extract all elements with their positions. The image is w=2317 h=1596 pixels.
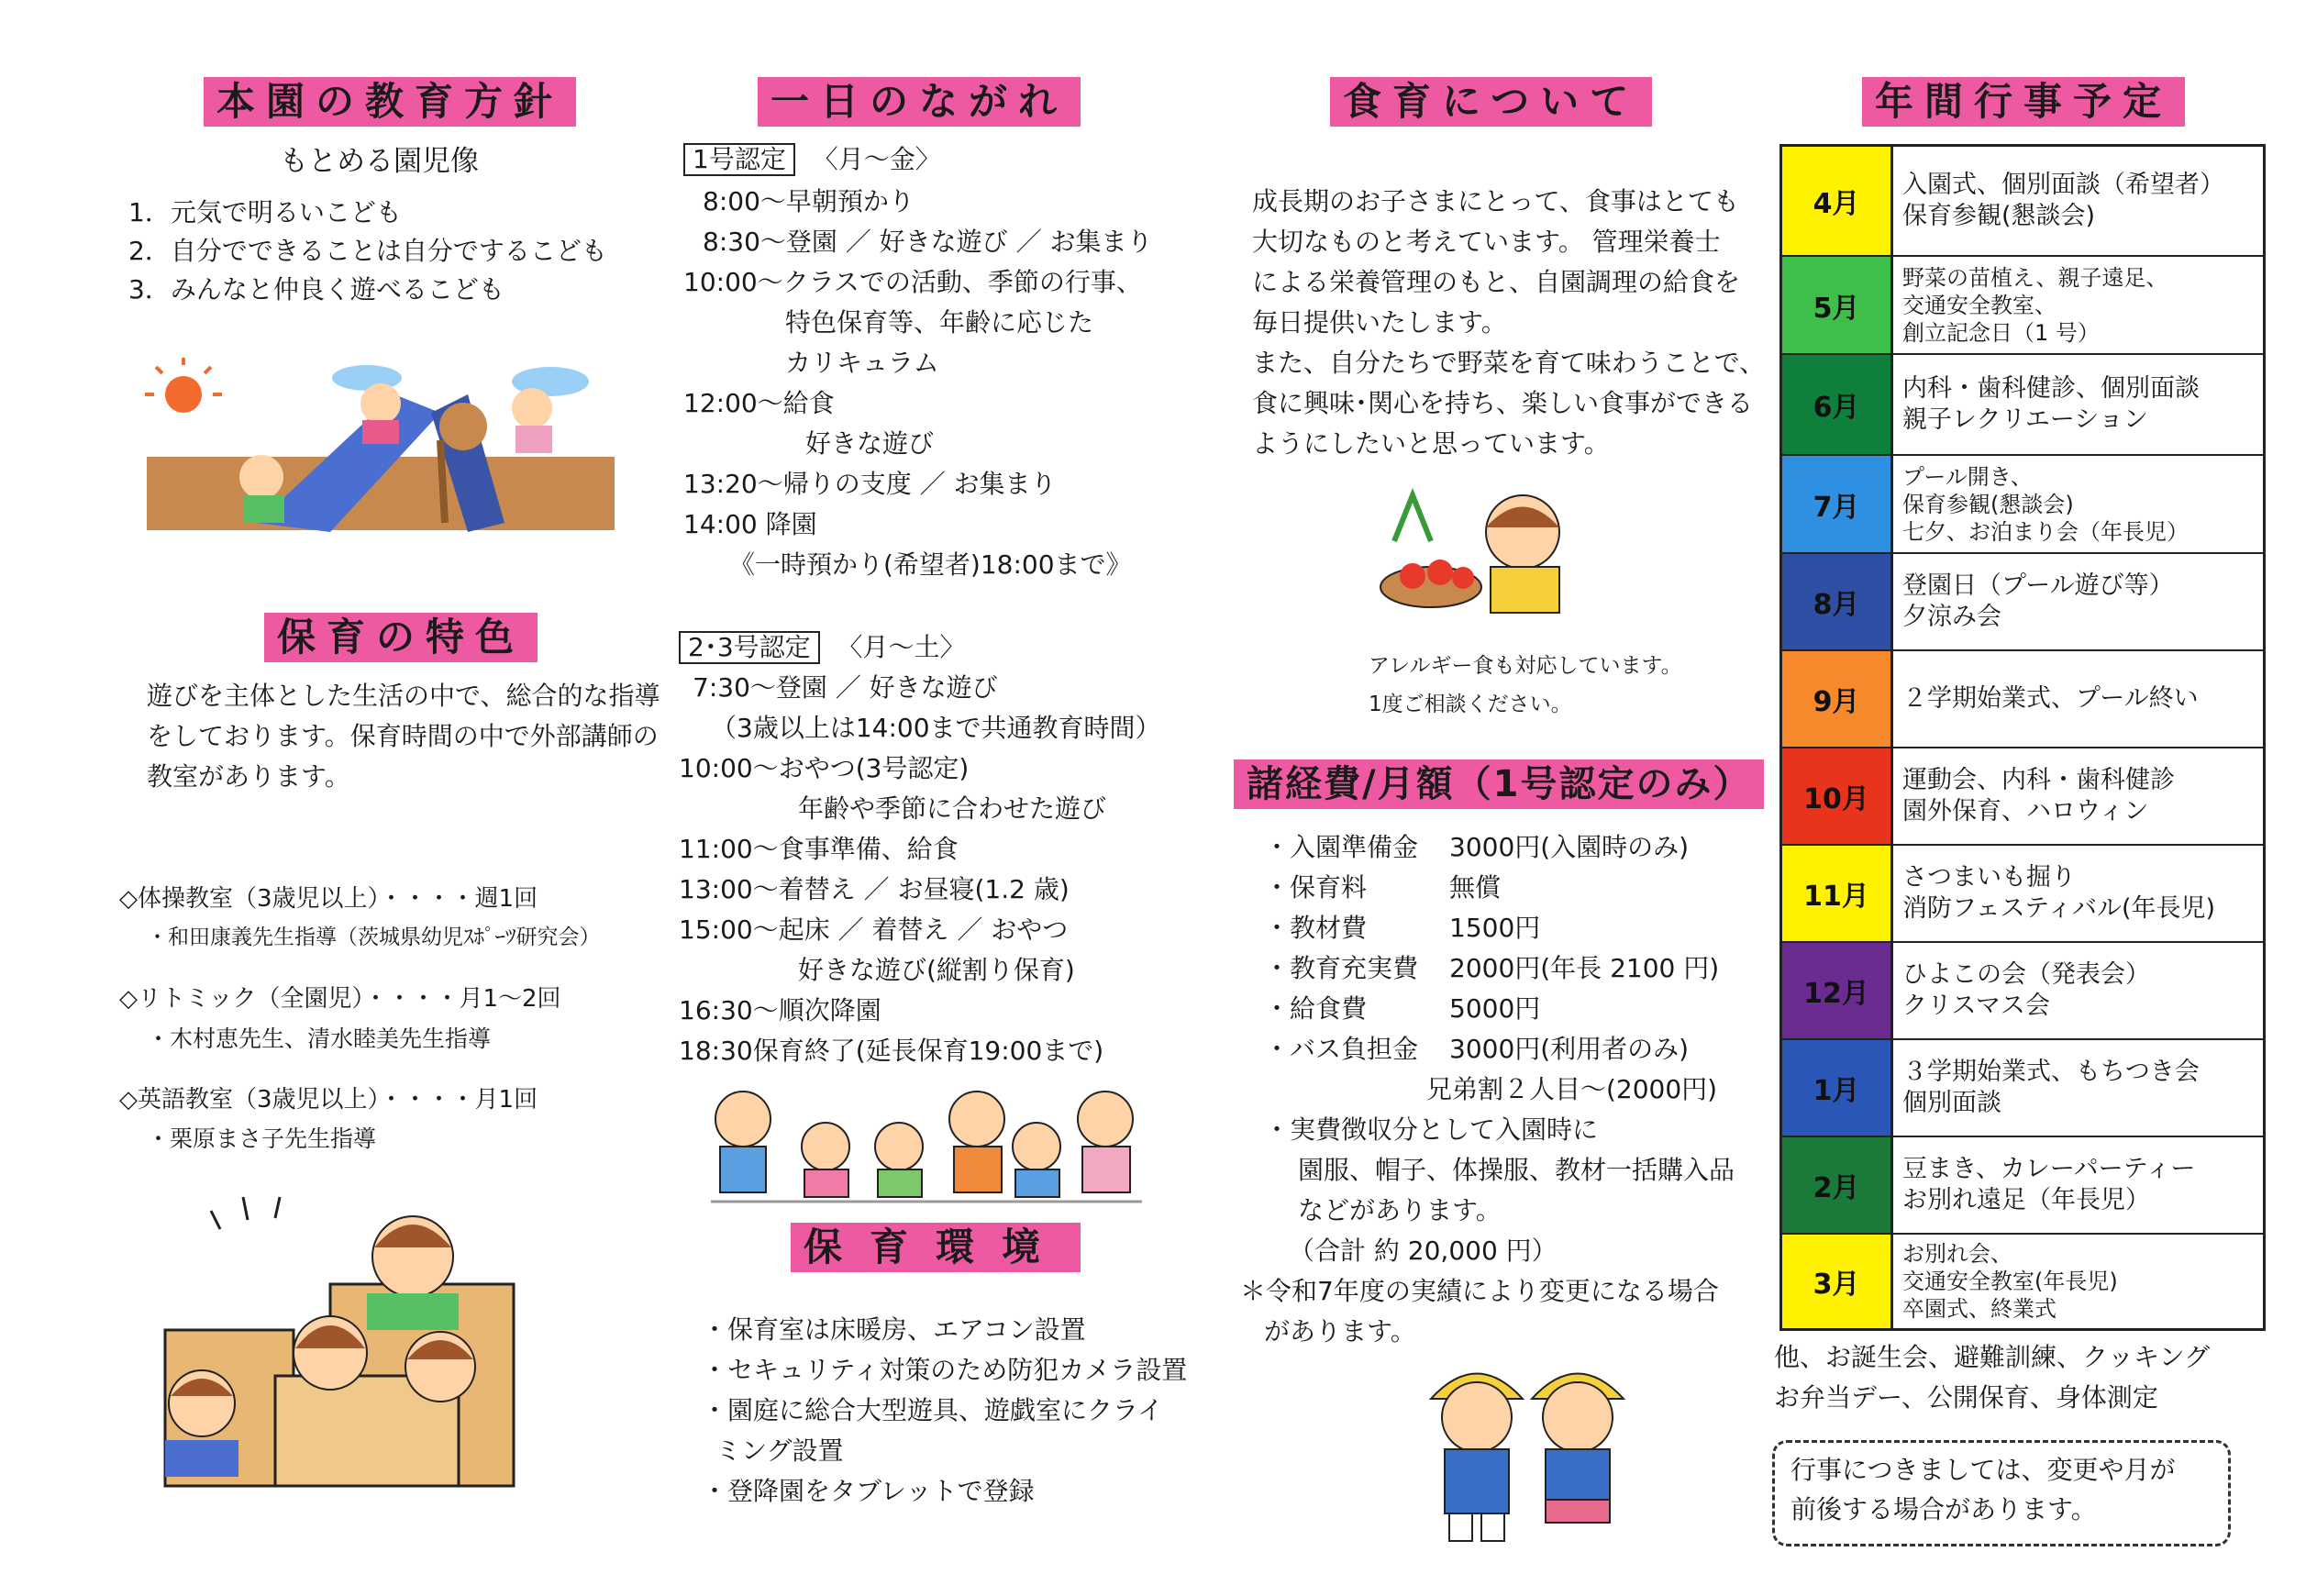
events-cell [1893,1235,2263,1328]
schedule-row [1782,651,2263,748]
event-line: クリスマス会 [1902,992,2050,1020]
food-heading: 食育について [1330,77,1652,127]
fees-heading: 諸経費/月額（1号認定のみ） [1234,759,1764,809]
month-cell: 7月 [1782,456,1893,552]
event-line: 消防フェスティバル(年長児) [1902,894,2216,923]
events-cell [1893,1137,2263,1233]
schedule-row [1782,1137,2263,1235]
features-intro-line: をしております。保育時間の中で外部講師の [147,721,659,751]
schedule-line: 10:00～クラスでの活動、季節の行事、 [683,267,1142,297]
policy-item: 1．元気で明るいこども [128,197,402,227]
events-cell [1893,748,2263,844]
event-line: さつまいも掘り [1902,863,2076,892]
allergy-note: アレルギー食も対応しています。 [1369,654,1682,678]
month-cell: 2月 [1782,1137,1893,1233]
schedule-line: 13:00～着替え ／ お昼寝(1.2 歳) [679,874,1070,904]
environment-heading: 保育環境 [791,1223,1081,1272]
event-line: お別れ会、 [1902,1241,2012,1267]
group1-header [683,143,941,176]
schedule-line: 12:00～給食 [683,388,835,418]
schedule-row [1782,1040,2263,1137]
events-cell [1893,257,2263,353]
event-line: 運動会、内科・歯科健診 [1902,766,2175,794]
schedule-line: 15:00～起床 ／ 着替え ／ おやつ [679,914,1069,945]
allergy-note: 1度ご相談ください。 [1369,693,1572,716]
fee-label: ・保育料 [1264,872,1368,903]
month-cell: 8月 [1782,554,1893,649]
schedule-line: 8:00～早朝預かり [703,186,915,216]
daily-heading: 一日のながれ [758,77,1081,127]
schedule-line: 8:30～登園 ／ 好きな遊び ／ お集まり [703,227,1153,257]
schedule-line: カリキュラム [785,348,939,378]
event-line: プール開き、 [1902,463,2033,490]
two-kids-illustration [1422,1344,1633,1550]
events-cell [1893,147,2263,255]
schedule-line: 16:30～順次降園 [679,995,881,1025]
class-title: ◇英語教室（3歳児以上）・・・・月1回 [119,1086,538,1114]
schedule-row [1782,456,2263,554]
class-detail: ・栗原まさ子先生指導 [147,1125,377,1152]
event-line: 入園式、個別面談（希望者） [1902,171,2224,199]
features-heading: 保育の特色 [264,613,538,662]
schedule-notice: 行事につきましては、変更や月が [1790,1455,2176,1485]
food-line: 大切なものと考えています。 管理栄養士 [1252,227,1721,257]
schedule-notice: 前後する場合があります。 [1790,1494,2097,1524]
events-cell [1893,846,2263,941]
schedule-row [1782,943,2263,1040]
fee-label: ・バス負担金 [1264,1034,1419,1064]
class-title: ◇体操教室（3歳児以上）・・・・週1回 [119,885,538,913]
schedule-row [1782,257,2263,355]
food-line: ようにしたいと思っています。 [1252,428,1610,459]
month-cell: 3月 [1782,1235,1893,1328]
food-line: また、自分たちで野菜を育て味わうことで、 [1252,348,1766,378]
fee-label: ・教材費 [1264,913,1368,943]
environment-item: ・登降園をタブレットで登録 [702,1476,1035,1506]
policy-subheading: もとめる園児像 [280,145,479,178]
schedule-row [1782,748,2263,846]
month-cell: 4月 [1782,147,1893,255]
month-cell: 10月 [1782,748,1893,844]
environment-item: ミング設置 [715,1435,844,1466]
kids-in-boxes-illustration [147,1192,532,1495]
month-cell: 11月 [1782,846,1893,941]
fee-label: ・教育充実費 [1264,953,1419,983]
fee-sibling: 兄弟割２人目～(2000円) [1426,1074,1718,1104]
event-line: 保育参観(懇談会) [1902,202,2096,230]
schedule-row [1782,846,2263,943]
fee-extra: （合計 約 20,000 円） [1289,1236,1558,1266]
month-cell: 12月 [1782,943,1893,1038]
event-line: 豆まき、カレーパーティー [1902,1155,2196,1183]
features-intro-line: 教室があります。 [147,761,350,792]
event-line: 個別面談 [1902,1089,2001,1117]
event-line: 野菜の苗植え、親子遠足、 [1902,264,2168,291]
schedule-line: 《一時預かり(希望者)18:00まで》 [729,549,1132,580]
features-intro-line: 遊びを主体とした生活の中で、総合的な指導 [147,681,660,711]
schedule-line: 好きな遊び(縦割り保育) [798,955,1075,985]
event-line: 夕涼み会 [1902,603,2001,631]
schedule-row [1782,147,2263,257]
events-cell [1893,456,2263,552]
other-events: お弁当デー、公開保育、身体測定 [1774,1382,2158,1413]
schedule-heading: 年間行事予定 [1862,77,2185,127]
fee-value: 無償 [1449,872,1502,903]
event-line: 卒園式、終業式 [1902,1296,2056,1322]
event-line: ひよこの会（発表会） [1902,960,2150,989]
schedule-row [1782,554,2263,651]
children-row-illustration [702,1082,1151,1211]
group2-days: 〈月～土〉 [837,632,966,662]
class-detail: ・木村恵先生、清水睦美先生指導 [147,1025,492,1052]
fee-label: ・入園準備金 [1264,832,1419,862]
annual-schedule-table [1779,144,2266,1331]
events-cell [1893,355,2263,454]
event-line: 登園日（プール遊び等） [1902,571,2174,600]
group1-label: 1号認定 [683,143,795,176]
group2-header [679,631,966,664]
fee-extra: などがあります。 [1298,1195,1502,1225]
schedule-line: 18:30保育終了(延長保育19:00まで) [679,1036,1104,1066]
schedule-row [1782,355,2263,456]
month-cell: 6月 [1782,355,1893,454]
events-cell [1893,651,2263,747]
fee-value: 1500円 [1449,913,1541,943]
event-line: 親子レクリエーション [1902,405,2148,434]
event-line: 園外保育、ハロウィン [1902,797,2149,826]
schedule-line: 年齢や季節に合わせた遊び [798,793,1107,824]
schedule-line: 特色保育等、年齢に応じた [785,307,1094,338]
fee-value: 3000円(入園時のみ) [1449,832,1690,862]
schedule-row [1782,1235,2263,1328]
fee-label: ・給食費 [1264,993,1368,1024]
events-cell [1893,554,2263,649]
schedule-line: （3歳以上は14:00まで共通教育時間） [711,713,1161,743]
fee-extra: ・実費徴収分として入園時に [1264,1114,1599,1145]
schedule-line: 10:00～おやつ(3号認定) [679,753,970,783]
policy-item: 3．みんなと仲良く遊べるこども [128,274,504,305]
schedule-line: 7:30～登園 ／ 好きな遊び [693,672,998,703]
schedule-line: 11:00～食事準備、給食 [679,834,959,864]
event-line: 交通安全教室、 [1902,292,2056,318]
event-line: 七夕、お泊まり会（年長児） [1902,518,2189,545]
class-title: ◇リトミック（全園児）・・・・月1～2回 [119,985,561,1013]
other-events: 他、お誕生会、避難訓練、クッキング [1774,1342,2211,1372]
month-cell: 1月 [1782,1040,1893,1136]
food-line: 食に興味･関心を持ち、楽しい食事ができる [1252,388,1754,418]
fee-extra: 園服、帽子、体操服、教材一括購入品 [1298,1155,1735,1185]
event-line: 創立記念日（1 号） [1902,319,2100,346]
schedule-line: 13:20～帰りの支度 ／ お集まり [683,469,1057,499]
month-cell: 9月 [1782,651,1893,747]
food-line: による栄養管理のもと、自園調理の給食を [1252,267,1741,297]
fee-value: 2000円(年長 2100 円) [1449,953,1720,983]
class-detail: ・和田康義先生指導（茨城県幼児ｽﾎﾟｰﾂ研究会） [147,925,601,949]
harvest-girl-illustration [1376,486,1596,624]
schedule-line: 14:00 降園 [683,509,817,539]
food-line: 成長期のお子さまにとって、食事はとても [1252,186,1739,216]
policy-heading: 本園の教育方針 [204,77,576,127]
event-line: ２学期始業式、プール終い [1902,684,2199,713]
fee-value: 5000円 [1449,993,1541,1024]
event-line: 交通安全教室(年長児) [1902,1269,2118,1294]
fee-note: があります。 [1264,1316,1416,1347]
event-line: 保育参観(懇談会) [1902,491,2074,517]
group1-days: 〈月～金〉 [812,144,941,174]
event-line: ３学期始業式、もちつき会 [1902,1058,2200,1086]
events-cell [1893,1040,2263,1136]
event-line: 内科・歯科健診、個別面談 [1902,374,2200,403]
policy-item: 2．自分でできることは自分でするこども [128,236,607,266]
events-cell [1893,943,2263,1038]
month-cell: 5月 [1782,257,1893,353]
slide-illustration [138,358,624,541]
food-line: 毎日提供いたします。 [1252,307,1507,338]
environment-item: ・保育室は床暖房、エアコン設置 [702,1314,1086,1345]
environment-item: ・セキュリティ対策のため防犯カメラ設置 [702,1355,1188,1385]
schedule-line: 好きな遊び [805,428,935,459]
environment-item: ・園庭に総合大型遊具、遊戯室にクライ [702,1395,1164,1425]
event-line: お別れ遠足（年長児） [1902,1186,2150,1214]
group2-label: 2･3号認定 [679,631,820,664]
fee-value: 3000円(利用者のみ) [1449,1034,1690,1064]
fee-note: ＊令和7年度の実績により変更になる場合 [1240,1276,1719,1306]
